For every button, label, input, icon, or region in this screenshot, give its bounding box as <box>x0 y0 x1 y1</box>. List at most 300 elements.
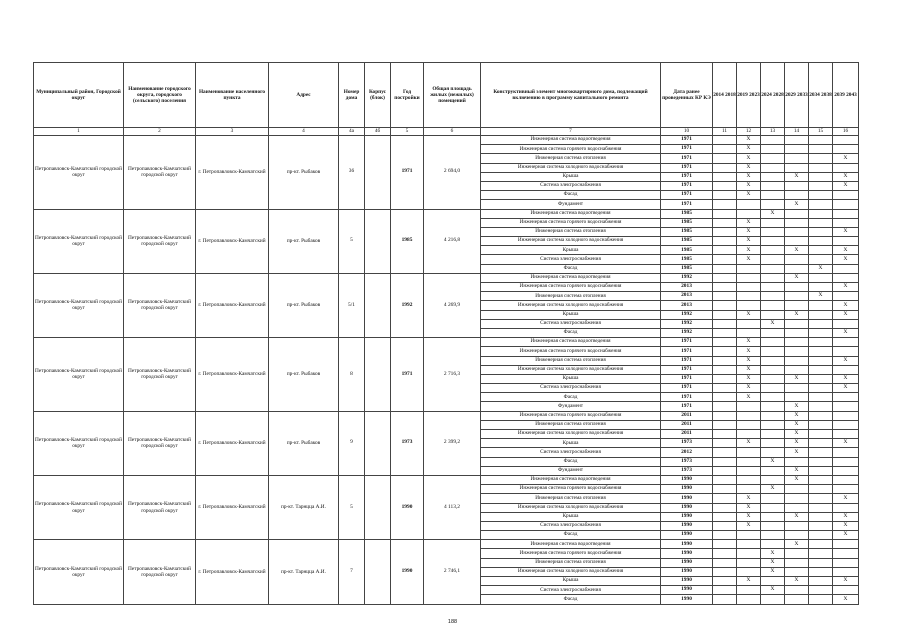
period-mark-cell <box>833 292 859 301</box>
repair-date-cell: 1990 <box>661 577 713 586</box>
district-cell: Петропавловск-Камчатский городской округ <box>34 209 124 273</box>
table-row <box>34 209 859 218</box>
repair-date-cell: 1990 <box>661 567 713 576</box>
block-cell <box>365 411 391 475</box>
period-mark-cell: X <box>737 163 761 172</box>
period-mark-cell <box>737 457 761 466</box>
period-mark-cell <box>785 586 809 595</box>
period-mark-cell: X <box>785 439 809 448</box>
period-mark-cell: X <box>785 420 809 429</box>
period-mark-cell <box>833 338 859 347</box>
period-mark-cell <box>713 457 737 466</box>
period-mark-cell <box>713 494 737 503</box>
period-mark-cell <box>809 273 833 282</box>
period-mark-cell <box>785 154 809 163</box>
repair-date-cell: 1971 <box>661 347 713 356</box>
period-mark-cell <box>761 384 785 393</box>
period-mark-cell: X <box>737 237 761 246</box>
period-mark-cell <box>761 255 785 264</box>
period-mark-cell <box>737 595 761 604</box>
period-mark-cell <box>737 328 761 337</box>
header-cell: Дата ранее проведенных КР КЭ <box>661 63 713 128</box>
period-mark-cell <box>713 549 737 558</box>
period-mark-cell <box>713 246 737 255</box>
period-mark-cell <box>833 200 859 209</box>
address-cell: пр-кт. Рыбаков <box>269 136 339 210</box>
period-mark-cell <box>785 485 809 494</box>
period-mark-cell: X <box>737 338 761 347</box>
repair-date-cell: 2013 <box>661 292 713 301</box>
period-mark-cell <box>713 475 737 484</box>
period-mark-cell <box>737 200 761 209</box>
repair-date-cell: 1985 <box>661 227 713 236</box>
period-mark-cell <box>761 430 785 439</box>
header-cell: Наименование населенного пункта <box>196 63 269 128</box>
area-cell: 4 269,9 <box>424 273 481 337</box>
period-mark-cell <box>785 209 809 218</box>
period-mark-cell: X <box>833 439 859 448</box>
address-cell: пр-кт. Тарнцца А.И. <box>269 475 339 539</box>
period-mark-cell: X <box>737 347 761 356</box>
header-cell: 2014 2018 <box>713 63 737 128</box>
period-mark-cell: X <box>833 512 859 521</box>
period-mark-cell: X <box>737 393 761 402</box>
column-number: 13 <box>761 128 785 136</box>
header-cell: Корпус (блок) <box>365 63 391 128</box>
period-mark-cell <box>761 191 785 200</box>
header-cell: Номер дома <box>339 63 365 128</box>
period-mark-cell <box>785 457 809 466</box>
period-mark-cell <box>713 577 737 586</box>
period-mark-cell <box>713 512 737 521</box>
column-number: 12 <box>737 128 761 136</box>
period-mark-cell <box>713 540 737 549</box>
repair-date-cell: 1971 <box>661 356 713 365</box>
period-mark-cell <box>737 448 761 457</box>
period-mark-cell <box>737 420 761 429</box>
period-mark-cell: X <box>737 365 761 374</box>
period-mark-cell <box>713 200 737 209</box>
period-mark-cell <box>761 420 785 429</box>
house-number-cell: 5/1 <box>339 273 365 337</box>
period-mark-cell <box>737 485 761 494</box>
area-cell: 4 113,2 <box>424 475 481 539</box>
period-mark-cell <box>713 531 737 540</box>
period-mark-cell <box>761 145 785 154</box>
period-mark-cell <box>809 494 833 503</box>
period-mark-cell <box>713 448 737 457</box>
element-cell: Фасад <box>481 328 661 337</box>
period-mark-cell <box>785 163 809 172</box>
period-mark-cell <box>761 503 785 512</box>
element-cell: Система электроснабжения <box>481 521 661 530</box>
block-cell <box>365 540 391 604</box>
block-cell <box>365 209 391 273</box>
element-cell: Фасад <box>481 191 661 200</box>
period-mark-cell <box>809 163 833 172</box>
repair-date-cell: 1971 <box>661 191 713 200</box>
period-mark-cell: X <box>737 145 761 154</box>
period-mark-cell <box>713 439 737 448</box>
element-cell: Инженерная система холодного водоснабжения <box>481 237 661 246</box>
period-mark-cell: X <box>785 540 809 549</box>
period-mark-cell <box>785 328 809 337</box>
period-mark-cell <box>761 136 785 145</box>
period-mark-cell <box>761 227 785 236</box>
repair-date-cell: 2013 <box>661 301 713 310</box>
element-cell: Фасад <box>481 595 661 604</box>
period-mark-cell <box>761 328 785 337</box>
repair-date-cell: 1971 <box>661 365 713 374</box>
period-mark-cell <box>713 154 737 163</box>
address-cell: пр-кт. Рыбаков <box>269 273 339 337</box>
period-mark-cell <box>809 457 833 466</box>
column-number: 2 <box>124 128 196 136</box>
period-mark-cell: X <box>833 154 859 163</box>
period-mark-cell <box>761 521 785 530</box>
district-cell: Петропавловск-Камчатский городской округ <box>34 411 124 475</box>
period-mark-cell <box>713 567 737 576</box>
repair-date-cell: 1971 <box>661 181 713 190</box>
period-mark-cell: X <box>737 512 761 521</box>
element-cell: Инженерная система холодного водоснабжения <box>481 430 661 439</box>
period-mark-cell <box>785 255 809 264</box>
area-cell: 2 399,2 <box>424 411 481 475</box>
column-number: 7 <box>481 128 661 136</box>
period-mark-cell <box>713 283 737 292</box>
period-mark-cell <box>713 328 737 337</box>
settlement-cell: Петропавловск-Камчатский городской округ <box>124 540 196 604</box>
address-cell: пр-кт. Рыбаков <box>269 209 339 273</box>
element-cell: Инженерная система водоотведения <box>481 475 661 484</box>
repair-date-cell: 1971 <box>661 402 713 411</box>
period-mark-cell <box>809 420 833 429</box>
period-mark-cell <box>761 374 785 383</box>
header-cell: Адрес <box>269 63 339 128</box>
settlement-cell: Петропавловск-Камчатский городской округ <box>124 475 196 539</box>
element-cell: Инженерная система горячего водоснабжения <box>481 347 661 356</box>
period-mark-cell <box>737 283 761 292</box>
period-mark-cell: X <box>833 521 859 530</box>
repair-date-cell: 1971 <box>661 154 713 163</box>
table-row <box>34 338 859 347</box>
period-mark-cell <box>761 595 785 604</box>
period-mark-cell <box>785 301 809 310</box>
period-mark-cell <box>833 485 859 494</box>
period-mark-cell: X <box>737 356 761 365</box>
period-mark-cell: X <box>785 577 809 586</box>
element-cell: Система электроснабжения <box>481 384 661 393</box>
period-mark-cell: X <box>785 430 809 439</box>
period-mark-cell <box>833 549 859 558</box>
period-mark-cell <box>809 384 833 393</box>
area-cell: 2 746,1 <box>424 540 481 604</box>
period-mark-cell <box>809 577 833 586</box>
header-cell: 2034 2038 <box>809 63 833 128</box>
element-cell: Инженерная система водоотведения <box>481 540 661 549</box>
period-mark-cell <box>833 457 859 466</box>
period-mark-cell <box>713 384 737 393</box>
period-mark-cell <box>785 384 809 393</box>
period-mark-cell <box>713 393 737 402</box>
period-mark-cell <box>713 485 737 494</box>
period-mark-cell <box>713 191 737 200</box>
element-cell: Крыша <box>481 512 661 521</box>
address-cell: пр-кт. Рыбаков <box>269 338 339 412</box>
locality-cell: г. Петропавловск-Камчатский <box>196 540 269 604</box>
repair-date-cell: 1985 <box>661 246 713 255</box>
period-mark-cell <box>737 475 761 484</box>
period-mark-cell <box>761 448 785 457</box>
period-mark-cell: X <box>737 136 761 145</box>
block-cell <box>365 136 391 210</box>
period-mark-cell <box>761 218 785 227</box>
element-cell: Крыша <box>481 310 661 319</box>
period-mark-cell <box>761 475 785 484</box>
area-cell: 2 716,3 <box>424 338 481 412</box>
period-mark-cell: X <box>761 209 785 218</box>
period-mark-cell <box>809 283 833 292</box>
repair-date-cell: 1990 <box>661 475 713 484</box>
district-cell: Петропавловск-Камчатский городской округ <box>34 540 124 604</box>
locality-cell: г. Петропавловск-Камчатский <box>196 273 269 337</box>
period-mark-cell <box>713 420 737 429</box>
period-mark-cell <box>785 393 809 402</box>
period-mark-cell: X <box>737 227 761 236</box>
element-cell: Фундамент <box>481 402 661 411</box>
period-mark-cell: X <box>737 521 761 530</box>
period-mark-cell: X <box>833 577 859 586</box>
period-mark-cell <box>809 531 833 540</box>
period-mark-cell <box>809 466 833 475</box>
header-cell: Наименование городского округа, городского (сельского) поселения <box>124 63 196 128</box>
element-cell: Крыша <box>481 374 661 383</box>
element-cell: Крыша <box>481 439 661 448</box>
period-mark-cell: X <box>785 273 809 282</box>
period-mark-cell <box>833 136 859 145</box>
column-number: 4 <box>269 128 339 136</box>
period-mark-cell <box>761 301 785 310</box>
period-mark-cell <box>809 475 833 484</box>
period-mark-cell <box>737 411 761 420</box>
house-number-cell: 7 <box>339 540 365 604</box>
period-mark-cell <box>713 273 737 282</box>
period-mark-cell <box>761 237 785 246</box>
repair-date-cell: 1985 <box>661 255 713 264</box>
period-mark-cell <box>809 540 833 549</box>
column-number: 5 <box>391 128 424 136</box>
repair-date-cell: 1971 <box>661 145 713 154</box>
period-mark-cell <box>833 586 859 595</box>
period-mark-cell <box>785 567 809 576</box>
period-mark-cell: X <box>833 310 859 319</box>
period-mark-cell: X <box>737 374 761 383</box>
repair-date-cell: 1973 <box>661 466 713 475</box>
period-mark-cell <box>713 209 737 218</box>
repair-date-cell: 1990 <box>661 485 713 494</box>
period-mark-cell <box>713 218 737 227</box>
period-mark-cell <box>761 411 785 420</box>
period-mark-cell <box>785 494 809 503</box>
period-mark-cell <box>833 475 859 484</box>
column-number: 4б <box>365 128 391 136</box>
element-cell: Инженерная система горячего водоснабжения <box>481 411 661 420</box>
period-mark-cell <box>809 448 833 457</box>
period-mark-cell <box>809 301 833 310</box>
district-cell: Петропавловск-Камчатский городской округ <box>34 273 124 337</box>
build-year-cell: 1985 <box>391 209 424 273</box>
element-cell: Инженерная система водоотведения <box>481 273 661 282</box>
period-mark-cell <box>809 237 833 246</box>
period-mark-cell <box>809 227 833 236</box>
period-mark-cell <box>737 273 761 282</box>
repair-date-cell: 2013 <box>661 283 713 292</box>
period-mark-cell <box>809 512 833 521</box>
period-mark-cell <box>809 485 833 494</box>
repair-date-cell: 1971 <box>661 374 713 383</box>
build-year-cell: 1990 <box>391 540 424 604</box>
period-mark-cell <box>809 209 833 218</box>
period-mark-cell <box>833 558 859 567</box>
period-mark-cell <box>785 283 809 292</box>
period-mark-cell: X <box>785 172 809 181</box>
repair-date-cell: 1990 <box>661 558 713 567</box>
period-mark-cell <box>713 521 737 530</box>
period-mark-cell <box>713 347 737 356</box>
element-cell: Фасад <box>481 531 661 540</box>
locality-cell: г. Петропавловск-Камчатский <box>196 338 269 412</box>
repair-date-cell: 2011 <box>661 430 713 439</box>
element-cell: Инженерная система отопления <box>481 227 661 236</box>
district-cell: Петропавловск-Камчатский городской округ <box>34 475 124 539</box>
period-mark-cell <box>713 255 737 264</box>
repair-date-cell: 1990 <box>661 503 713 512</box>
period-mark-cell: X <box>761 567 785 576</box>
element-cell: Система электроснабжения <box>481 181 661 190</box>
build-year-cell: 1992 <box>391 273 424 337</box>
period-mark-cell <box>785 531 809 540</box>
element-cell: Фасад <box>481 457 661 466</box>
period-mark-cell <box>809 218 833 227</box>
period-mark-cell <box>713 145 737 154</box>
element-cell: Инженерная система горячего водоснабжения <box>481 485 661 494</box>
locality-cell: г. Петропавловск-Камчатский <box>196 209 269 273</box>
element-cell: Фундамент <box>481 466 661 475</box>
period-mark-cell: X <box>833 328 859 337</box>
header-cell: 2019 2023 <box>737 63 761 128</box>
period-mark-cell: X <box>785 448 809 457</box>
period-mark-cell <box>713 374 737 383</box>
period-mark-cell <box>833 448 859 457</box>
period-mark-cell <box>761 512 785 521</box>
period-mark-cell <box>785 292 809 301</box>
period-mark-cell: X <box>737 154 761 163</box>
address-cell: пр-кт. Рыбаков <box>269 411 339 475</box>
period-mark-cell <box>713 301 737 310</box>
column-number: 15 <box>809 128 833 136</box>
period-mark-cell <box>761 577 785 586</box>
element-cell: Крыша <box>481 577 661 586</box>
period-mark-cell: X <box>761 586 785 595</box>
period-mark-cell <box>833 430 859 439</box>
period-mark-cell <box>809 200 833 209</box>
header-cell: 2029 2033 <box>785 63 809 128</box>
repair-date-cell: 1992 <box>661 319 713 328</box>
period-mark-cell: X <box>737 181 761 190</box>
period-mark-cell <box>833 420 859 429</box>
element-cell: Система электроснабжения <box>481 448 661 457</box>
column-number: 4а <box>339 128 365 136</box>
period-mark-cell <box>833 347 859 356</box>
settlement-cell: Петропавловск-Камчатский городской округ <box>124 273 196 337</box>
repair-date-cell: 1992 <box>661 310 713 319</box>
period-mark-cell: X <box>785 246 809 255</box>
period-mark-cell <box>761 292 785 301</box>
period-mark-cell: X <box>761 485 785 494</box>
period-mark-cell <box>785 347 809 356</box>
area-cell: 2 694,0 <box>424 136 481 210</box>
element-cell: Инженерная система горячего водоснабжения <box>481 145 661 154</box>
period-mark-cell <box>809 255 833 264</box>
locality-cell: г. Петропавловск-Камчатский <box>196 136 269 210</box>
period-mark-cell <box>809 411 833 420</box>
period-mark-cell <box>737 466 761 475</box>
period-mark-cell: X <box>737 439 761 448</box>
period-mark-cell <box>785 595 809 604</box>
settlement-cell: Петропавловск-Камчатский городской округ <box>124 338 196 412</box>
period-mark-cell <box>785 136 809 145</box>
repair-date-cell: 2011 <box>661 420 713 429</box>
period-mark-cell <box>809 338 833 347</box>
period-mark-cell: X <box>785 466 809 475</box>
settlement-cell: Петропавловск-Камчатский городской округ <box>124 136 196 210</box>
period-mark-cell <box>785 503 809 512</box>
period-mark-cell <box>713 237 737 246</box>
period-mark-cell <box>761 540 785 549</box>
period-mark-cell <box>809 595 833 604</box>
period-mark-cell <box>809 374 833 383</box>
header-cell: Муниципальный район, Городской округ <box>34 63 124 128</box>
period-mark-cell <box>809 402 833 411</box>
period-mark-cell <box>761 246 785 255</box>
house-number-cell: 9 <box>339 411 365 475</box>
period-mark-cell <box>713 136 737 145</box>
repair-date-cell: 1985 <box>661 209 713 218</box>
element-cell: Инженерная система отопления <box>481 420 661 429</box>
period-mark-cell <box>713 402 737 411</box>
period-mark-cell <box>761 283 785 292</box>
period-mark-cell <box>713 292 737 301</box>
period-mark-cell <box>761 200 785 209</box>
period-mark-cell <box>761 347 785 356</box>
period-mark-cell <box>713 172 737 181</box>
period-mark-cell <box>761 393 785 402</box>
period-mark-cell: X <box>737 191 761 200</box>
period-mark-cell <box>809 393 833 402</box>
period-mark-cell: X <box>737 577 761 586</box>
period-mark-cell <box>809 430 833 439</box>
period-mark-cell <box>809 558 833 567</box>
period-mark-cell <box>713 319 737 328</box>
element-cell: Инженерная система отопления <box>481 154 661 163</box>
element-cell: Система электроснабжения <box>481 586 661 595</box>
period-mark-cell: X <box>833 356 859 365</box>
element-cell: Инженерная система водоотведения <box>481 136 661 145</box>
house-number-cell: 36 <box>339 136 365 210</box>
period-mark-cell <box>785 558 809 567</box>
repair-date-cell: 1990 <box>661 549 713 558</box>
element-cell: Инженерная система отопления <box>481 494 661 503</box>
